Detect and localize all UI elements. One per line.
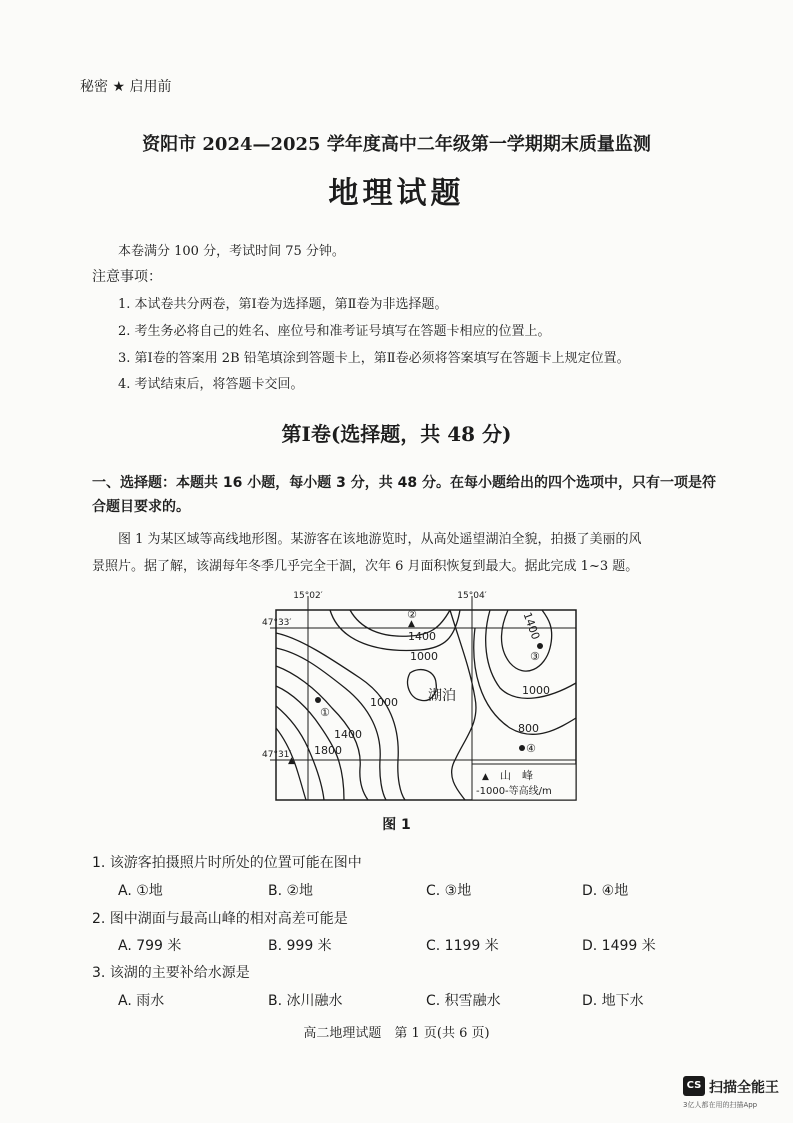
answer-option: B. 999 米 bbox=[268, 938, 332, 954]
legend-peak-icon: ▲ bbox=[482, 772, 489, 782]
point-marker bbox=[519, 745, 525, 751]
page-footer: 高二地理试题 第 1 页(共 6 页) bbox=[303, 1026, 490, 1041]
exam-title: 资阳市 2024—2025 学年度高中二年级第一学期期末质量监测 bbox=[142, 134, 651, 155]
answer-option: B. 冰川融水 bbox=[268, 993, 343, 1009]
notice-heading: 注意事项： bbox=[92, 269, 162, 285]
intro-text: 本卷满分 100 分，考试时间 75 分钟。 bbox=[118, 244, 345, 259]
notice-item: 3. 第Ⅰ卷的答案用 2B 铅笔填涂到答题卡上，第Ⅱ卷必须将答案填写在答题卡上规定位置。 bbox=[118, 351, 630, 366]
answer-option: D. ④地 bbox=[582, 883, 629, 899]
contour-label: 800 bbox=[518, 722, 539, 735]
answer-option: B. ②地 bbox=[268, 883, 314, 899]
section-instructions-cont: 合题目要求的。 bbox=[92, 499, 190, 515]
answer-option: A. 雨水 bbox=[118, 993, 165, 1009]
contour-line bbox=[474, 628, 576, 734]
contour-label: 1000 bbox=[522, 684, 550, 697]
question-context: 图 1 为某区域等高线地形图。某游客在该地游览时，从高处遥望湖泊全貌，拍摄了美丽的风 bbox=[118, 532, 642, 547]
notice-item: 4. 考试结束后，将答题卡交回。 bbox=[118, 377, 304, 392]
answer-option: C. ③地 bbox=[426, 883, 472, 899]
scanner-watermark-name: 扫描全能王 bbox=[709, 1080, 779, 1096]
peak-icon: ▲ bbox=[408, 619, 415, 629]
contour-label: 1800 bbox=[314, 744, 342, 757]
question-stem: 2. 图中湖面与最高山峰的相对高差可能是 bbox=[92, 911, 348, 927]
point-label: ① bbox=[320, 706, 330, 719]
point-marker bbox=[315, 697, 321, 703]
legend-peak-label: 山 峰 bbox=[500, 769, 533, 782]
lon-label: 15°02′ bbox=[293, 591, 323, 601]
contour-label: 1400 bbox=[408, 630, 436, 643]
scanner-logo-icon: CS bbox=[683, 1076, 705, 1096]
part-title: 第Ⅰ卷(选择题，共 48 分) bbox=[281, 422, 512, 446]
question-stem: 1. 该游客拍摄照片时所处的位置可能在图中 bbox=[92, 855, 362, 871]
contour-line bbox=[276, 648, 386, 800]
point-label: ② bbox=[407, 608, 417, 621]
contour-label: 1400 bbox=[520, 610, 543, 642]
answer-option: C. 1199 米 bbox=[426, 938, 499, 954]
contour-map bbox=[260, 588, 590, 808]
lat-label: 47°33′ bbox=[262, 618, 292, 628]
lon-label: 15°04′ bbox=[457, 591, 487, 601]
peak-icon: ▲ bbox=[288, 756, 295, 766]
legend-contour-label: -1000-等高线/m bbox=[476, 786, 552, 797]
answer-option: C. 积雪融水 bbox=[426, 993, 501, 1009]
contour-label: 1000 bbox=[370, 696, 398, 709]
question-context-cont: 景照片。据了解，该湖每年冬季几乎完全干涸，次年 6 月面积恢复到最大。据此完成 1~3 题。 bbox=[92, 559, 639, 574]
point-label: ③ bbox=[530, 650, 540, 663]
answer-option: A. ①地 bbox=[118, 883, 163, 899]
contour-label: 1400 bbox=[334, 728, 362, 741]
answer-option: D. 地下水 bbox=[582, 993, 644, 1009]
point-marker bbox=[537, 643, 543, 649]
confidential-mark: 秘密 ★ 启用前 bbox=[80, 79, 172, 95]
contour-line bbox=[330, 610, 460, 651]
answer-option: D. 1499 米 bbox=[582, 938, 656, 954]
contour-label: 1000 bbox=[410, 650, 438, 663]
figure-caption: 图 1 bbox=[382, 817, 411, 833]
question-stem: 3. 该湖的主要补给水源是 bbox=[92, 965, 250, 981]
subject-title: 地理试题 bbox=[328, 176, 465, 211]
point-label: ④ bbox=[526, 742, 536, 755]
section-instructions: 一、选择题：本题共 16 小题，每小题 3 分，共 48 分。在每小题给出的四个选项中，只有一项是符 bbox=[92, 475, 716, 491]
lat-label: 47°31′ bbox=[262, 750, 292, 760]
lake-label: 湖泊 bbox=[428, 688, 456, 704]
notice-item: 2. 考生务必将自己的姓名、座位号和准考证号填写在答题卡相应的位置上。 bbox=[118, 324, 551, 339]
scanner-watermark-sub: 3亿人都在用的扫描App bbox=[683, 1101, 758, 1109]
answer-option: A. 799 米 bbox=[118, 938, 182, 954]
notice-item: 1. 本试卷共分两卷，第Ⅰ卷为选择题，第Ⅱ卷为非选择题。 bbox=[118, 297, 448, 312]
